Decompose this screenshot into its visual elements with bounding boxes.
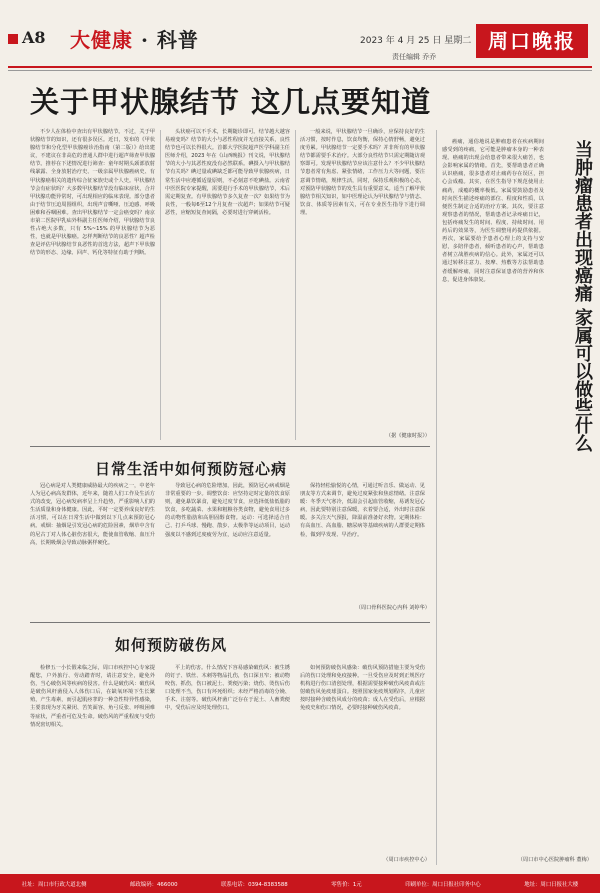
article2-title: 日常生活中如何预防冠心病 (95, 460, 288, 478)
article2-column-1: 冠心病是对人类健康威胁最大的疾病之一，中老年人为冠心病高发群体，近年来，随着人们工作及生活方式的改变，冠心病发病率呈上升趋势，严重影响人们的生活质量和身体健康。因此，平时一定要养成良好的生活习惯，可以在日常生活中做到以下几点来预防冠心病。戒烟：抽烟是引发冠心病的危险因素，烟草中含有的尼古丁对人体心脏伤害很大，能使血管收缩、血压升高，长期吸烟会导致动脉粥样硬化。 (30, 483, 155, 546)
newspaper-logo: 周口晚报 (476, 24, 588, 58)
header-divider (8, 66, 592, 68)
column-divider (295, 130, 296, 440)
article1-column-2: 头状癌可以不手术，长期随诊即可。结节越大越容易癌变吗？结节的大小与恶性程度并无直接关系，良性结节也可以长得很大。首都大学医院超声医学科副主任医师介绍，2023 年在《山西晚报》刊文说，甲状腺结节的大小与其恶性度没有必然联系。碘摄入与甲状腺结节有关吗？碘过量或碘缺乏都可能导致甲状腺疾病，日常生活中应遵循适量原则，不必刻意不吃碘盐。云南省中医医院专家提醒，需要进行手术的甲状腺结节，术后需定期复查。有甲状腺结节多久复查一次？如果结节为良性，一般每6至12个月复查一次超声；如果结节可疑恶性，应缩短复查间隔，必要时进行穿刺活检。 (165, 129, 290, 216)
article2-source: （周口骨科医院心内科 刘婷华） (355, 605, 430, 611)
article1-column-3: 一般来说，甲状腺结节一旦确诊，应保持良好的生活习惯，按时作息，饮食均衡，保持心情舒畅，避免过度劳累。甲状腺结节一定要手术吗？并非所有的甲状腺结节都需要手术治疗。大部分良性结节只需定期随访观察即可。发现甲状腺结节应该注意什么？不少甲状腺结节患者常有焦虑、紧张情绪，工作压力大等问题，要注意调节情绪，规律生活，同时，保持乐观积极的心态，对预防甲状腺结节的发生具有重要意义。适当了解甲状腺结节相关知识，如中医理论认为甲状腺结节与情志、饮食、体质等因素有关，可在专业医生指导下进行调理。 (300, 129, 425, 216)
footer-postcode: 邮政编码：466000 (130, 881, 178, 888)
sidebar-divider (436, 130, 437, 865)
column-divider (160, 130, 161, 440)
footer-address: 社址：周口市行政大道北侧 (21, 881, 87, 888)
article3-column-2: 平上的伤害。什么情况下容易感染破伤风：被生锈的钉子、铁丝、木刺等物品扎伤，伤口深且窄；被动物咬伤、抓伤，伤口被泥土、粪便污染；烧伤、烫伤后伤口处理不当，伤口有坏死组织；未经严格消毒的分娩、手术、注射等。破伤风杆菌广泛存在于泥土、人畜粪便中，受伤后应及时处理伤口。 (165, 665, 290, 712)
column-subtitle: 科普 (156, 28, 199, 52)
sidebar-title: 当肿瘤患者出现癌痛 家属可以做些什么 (572, 140, 593, 453)
column-title: 大健康 · 科普 (70, 28, 199, 52)
footer-printer: 印刷单位：周口日报社印务中心 (405, 881, 481, 888)
editor-credit: 责任编辑 乔乔 (392, 53, 437, 61)
issue-date: 2023 年 4 月 25 日 星期二 (360, 36, 472, 46)
section-divider (30, 446, 430, 447)
red-square-icon (8, 34, 18, 44)
article3-title: 如何预防破伤风 (115, 636, 228, 654)
footer-phone: 联系电话：0394-8383588 (221, 881, 288, 888)
sidebar-source: （周口市中心医院肿瘤科 董梅） (517, 857, 592, 863)
article3-column-1: 检修五一小长假来临之际，周口市疾控中心专家提醒您，户外旅行、劳动踏青时，请注意安全，避免外伤，当心破伤风等疾病的侵害。什么是破伤风：破伤风是破伤风杆菌侵入人体伤口后，在缺氧环境下生长繁殖，产生毒素，而引起肌痉挛的一种急性特异性感染，主要表现为牙关紧闭、苦笑面容、角弓反张、呼吸困难等症状，严重者可危及生命。破伤风的严重程度与受伤情况密切相关。 (30, 665, 155, 728)
article3-source: （周口市疾控中心） (383, 857, 430, 863)
article2-column-2: 导致冠心病的危险增加，因此，预防冠心病戒烟是非常重要的一步。调整饮食：应坚持定时定量的饮食原则，避免暴饮暴食，避免过度节食，应选择低盐低脂的饮食，多吃蔬菜、水果和粗粮谷类食物，避免食用过多的动物性脂肪和高胆固醇食物。运动：可选择适合自己、打乒乓球、慢跑、散步、太极拳等运动项目，运动强度以不感到过度疲劳为宜，运动应注意适量。 (165, 483, 290, 538)
footer-price: 零售价：1元 (331, 881, 362, 888)
section-divider (30, 622, 430, 623)
article2-column-3: 保持轻松愉悦的心情，可通过听音乐、做运动、见朋友等方式来调节，避免过度紧张和焦虑情绪。注意保暖：冬季天气寒冷，低温会引起血管收缩，易诱发冠心病，因此要特别注意保暖，衣着要合适，外出时注意保暖。多关注天气预报，降温前准备好衣物。定期体检：有高血压、高血脂、糖尿病等基础疾病的人群要定期体检，做到早发现、早治疗。 (300, 483, 425, 538)
sidebar-body: 癌痛，通俗地说是肿瘤患者在疾病期间感受到的疼痛，它可能是肿瘤本身的一种表现。癌痛的出现会给患者带来很大痛苦，也会影响家属的情绪。首先，要帮助患者正确认识癌痛，很多患者对止痛药存在误区，担心会成瘾。其实，在医生指导下规范使用止痛药，成瘾的概率极低。家属要鼓励患者及时向医生描述疼痛的部位、程度和性质，以便医生制定合适的治疗方案。其次，要注意观察患者的情况，帮助患者记录疼痛日记，包括疼痛发生的时间、程度、持续时间、用药后的效果等，为医生调整用药提供依据。再次，家属要给予患者心理上的支持与安慰，多陪伴患者，倾听患者的心声，帮助患者树立战胜疾病的信心。此外，家属还可以通过转移注意力、按摩、热敷等方法帮助患者缓解疼痛，同时注意保证患者的营养和休息，促进身体康复。 (442, 139, 544, 283)
footer-printer-address: 地址：周口日报社大楼 (524, 881, 579, 888)
article1-title: 关于甲状腺结节 这几点要知道 (30, 85, 432, 119)
page-footer (0, 874, 600, 893)
page-number: A8 (8, 28, 46, 47)
header-divider-thin (8, 70, 592, 71)
article3-column-3: 如何预防破伤风感染：破伤风预防措施主要为受伤后的伤口处理和免疫接种。一旦受伤应及时到正规医疗机构进行伤口清创处理，根据需要接种破伤风疫苗或注射破伤风免疫球蛋白。按照国家免疫规划程序，儿童应按时接种含破伤风成分的疫苗；成人在受伤后，应根据免疫史和伤口情况，必要时接种破伤风疫苗。 (300, 665, 425, 712)
article1-source: （据《健康时报》） (385, 433, 430, 439)
article1-column-1: 不少人在体检中查出有甲状腺结节。不过，关于甲状腺结节的知识，还有很多误区。近日，发布的《甲状腺结节和分化型甲状腺癌诊治指南（第二版）》给出建议，不建议在非高危的普通人群中进行超声筛查甲状腺结节。推荐在下述情况进行筛查：童年时期头颈部放射线暴露、全身放射治疗史、一级亲属甲状腺癌病史、有甲状腺癌相关的遗传综合征家族史或个人史。甲状腺结节会有症状吗？大多数甲状腺结节没有临床症状，合并甲状腺功能异常时，可出现相应的临床表现。部分患者由于结节压迫周围组织，出现声音嘶哑、压迫感、呼吸困难和吞咽困难。查出甲状腺结节一定会癌变吗？南京市第二医院甲乳疝外科副主任医师介绍，甲状腺结节良性占绝大多数，只有 5%~15% 的甲状腺结节为恶性，也就是甲状腺癌。怎样判断结节的良恶性？超声检查是评估甲状腺结节良恶性的首选方法，超声下甲状腺结节的形态、边缘、回声、钙化等特征有助于判断。 (30, 129, 155, 257)
